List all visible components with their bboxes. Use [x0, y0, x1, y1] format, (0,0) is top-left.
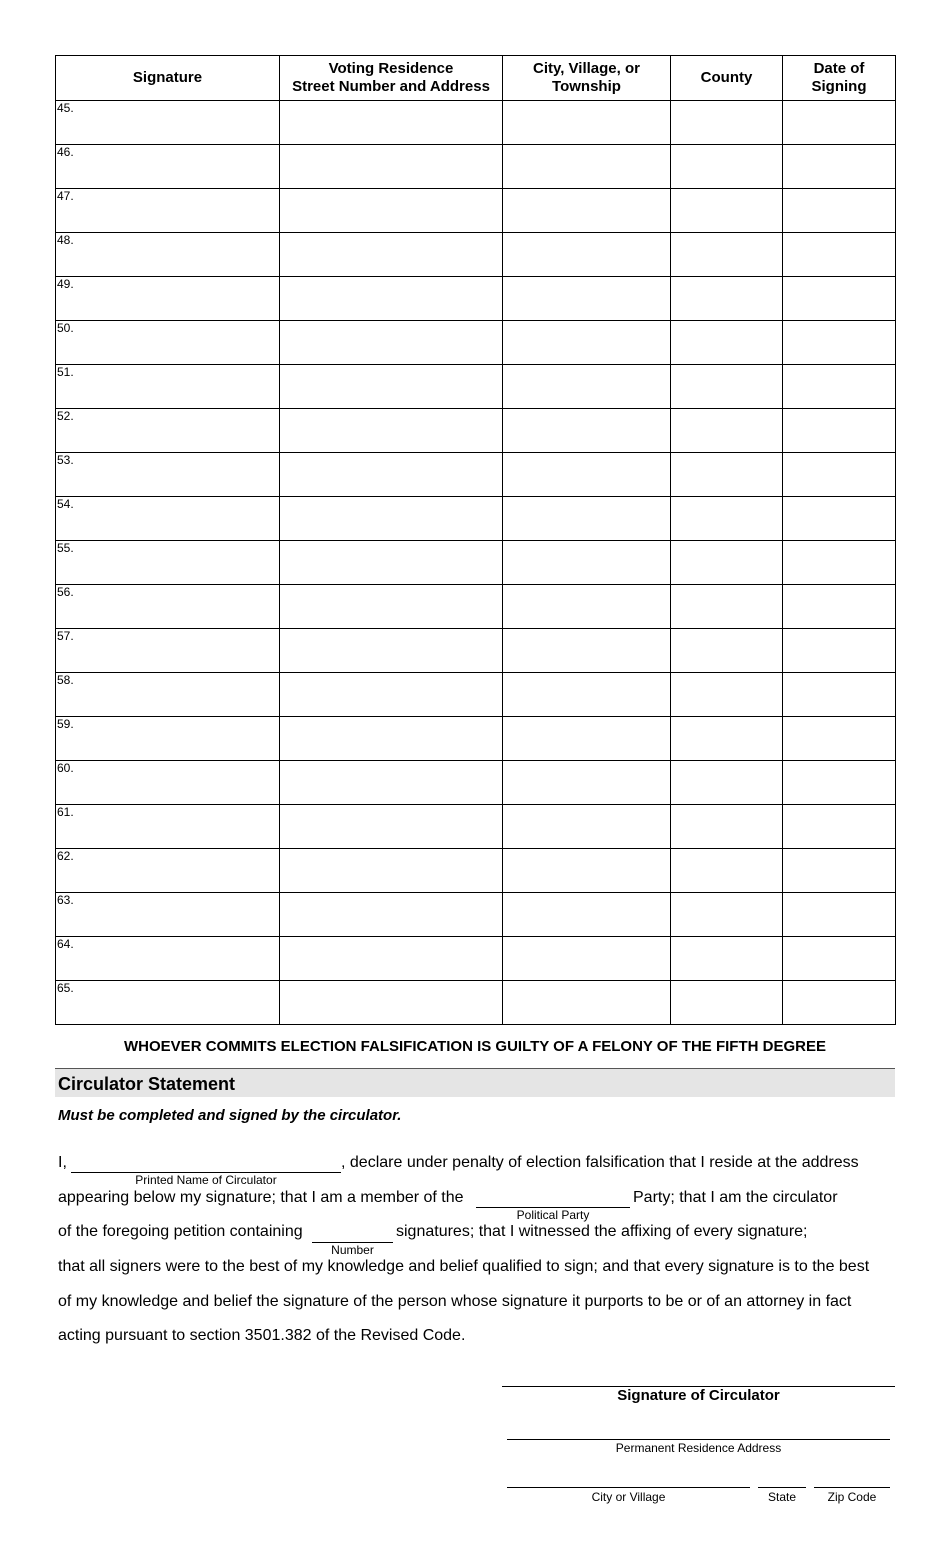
row-number: 62. — [57, 849, 74, 863]
row-number: 65. — [57, 981, 74, 995]
address-cell[interactable] — [280, 937, 503, 981]
row-number: 51. — [57, 365, 74, 379]
table-row — [56, 937, 896, 981]
date-cell[interactable] — [783, 453, 896, 497]
table-row — [56, 365, 896, 409]
table-row — [56, 497, 896, 541]
date-cell[interactable] — [783, 673, 896, 717]
row-number: 54. — [57, 497, 74, 511]
date-cell[interactable] — [783, 409, 896, 453]
county-cell[interactable] — [671, 145, 783, 189]
city-cell[interactable] — [503, 321, 671, 365]
statement-line-2-end: Party; that I am the circulator — [633, 1189, 838, 1206]
table-row — [56, 101, 896, 145]
signature-cell[interactable] — [56, 321, 280, 365]
table-row — [56, 233, 896, 277]
address-cell[interactable] — [280, 321, 503, 365]
date-cell[interactable] — [783, 541, 896, 585]
signature-rows — [56, 101, 896, 1025]
table-row — [56, 585, 896, 629]
table-row — [56, 893, 896, 937]
table-row — [56, 277, 896, 321]
address-cell[interactable] — [280, 497, 503, 541]
statement-line-3-end: signatures; that I witnessed the affixing of every signature; — [396, 1223, 808, 1240]
county-cell[interactable] — [671, 585, 783, 629]
county-cell[interactable] — [671, 761, 783, 805]
signature-cell[interactable] — [56, 629, 280, 673]
county-cell[interactable] — [671, 805, 783, 849]
city-cell[interactable] — [503, 409, 671, 453]
city-cell[interactable] — [503, 101, 671, 145]
table-row — [56, 629, 896, 673]
county-cell[interactable] — [671, 629, 783, 673]
printed-name-caption: Printed Name of Circulator — [135, 1173, 277, 1187]
statement-line-5: of my knowledge and belief the signature of the person whose signature it purports to be or of an attorney in fact — [58, 1293, 852, 1310]
city-cell[interactable] — [503, 981, 671, 1025]
address-cell[interactable] — [280, 189, 503, 233]
signature-cell[interactable] — [56, 233, 280, 277]
header-city: City, Village, or Township — [503, 56, 671, 101]
section-title: Circulator Statement — [58, 1074, 236, 1094]
county-cell[interactable] — [671, 673, 783, 717]
date-cell[interactable] — [783, 277, 896, 321]
statement-line-1-start: I, — [58, 1154, 67, 1171]
row-number: 60. — [57, 761, 74, 775]
county-cell[interactable] — [671, 277, 783, 321]
signature-cell[interactable] — [56, 981, 280, 1025]
signature-cell[interactable] — [56, 101, 280, 145]
table-row — [56, 189, 896, 233]
row-number: 53. — [57, 453, 74, 467]
date-cell[interactable] — [783, 189, 896, 233]
county-cell[interactable] — [671, 497, 783, 541]
row-number: 45. — [57, 101, 74, 115]
signature-table — [55, 55, 896, 1025]
county-cell[interactable] — [671, 541, 783, 585]
row-number: 59. — [57, 717, 74, 731]
zip-code-caption: Zip Code — [827, 1490, 877, 1504]
table-header-row — [56, 56, 896, 101]
county-cell[interactable] — [671, 189, 783, 233]
signature-cell[interactable] — [56, 673, 280, 717]
county-cell[interactable] — [671, 321, 783, 365]
signature-cell[interactable] — [56, 717, 280, 761]
address-cell[interactable] — [280, 629, 503, 673]
header-signature: Signature — [56, 56, 280, 101]
state-caption: State — [767, 1490, 797, 1504]
row-number: 50. — [57, 321, 74, 335]
table-row — [56, 409, 896, 453]
city-cell[interactable] — [503, 189, 671, 233]
address-cell[interactable] — [280, 893, 503, 937]
date-cell[interactable] — [783, 145, 896, 189]
signature-cell[interactable] — [56, 937, 280, 981]
city-cell[interactable] — [503, 585, 671, 629]
address-cell[interactable] — [280, 365, 503, 409]
zip-code-field[interactable] — [814, 1487, 890, 1488]
date-cell[interactable] — [783, 365, 896, 409]
table-row — [56, 981, 896, 1025]
header-county: County — [671, 56, 783, 101]
address-cell[interactable] — [280, 805, 503, 849]
city-cell[interactable] — [503, 277, 671, 321]
county-cell[interactable] — [671, 409, 783, 453]
table-row — [56, 849, 896, 893]
city-cell[interactable] — [503, 761, 671, 805]
row-number: 64. — [57, 937, 74, 951]
address-cell[interactable] — [280, 233, 503, 277]
city-cell[interactable] — [503, 541, 671, 585]
row-number: 49. — [57, 277, 74, 291]
signature-cell[interactable] — [56, 365, 280, 409]
date-cell[interactable] — [783, 761, 896, 805]
statement-line-2-start: appearing below my signature; that I am a member of the — [58, 1189, 464, 1206]
county-cell[interactable] — [671, 849, 783, 893]
city-cell[interactable] — [503, 365, 671, 409]
signature-count-caption: Number — [331, 1243, 374, 1257]
county-cell[interactable] — [671, 365, 783, 409]
row-number: 58. — [57, 673, 74, 687]
county-cell[interactable] — [671, 101, 783, 145]
signature-cell[interactable] — [56, 541, 280, 585]
table-row — [56, 541, 896, 585]
address-cell[interactable] — [280, 277, 503, 321]
row-number: 56. — [57, 585, 74, 599]
circulator-signature-label: Signature of Circulator — [617, 1387, 780, 1404]
city-cell[interactable] — [503, 497, 671, 541]
date-cell[interactable] — [783, 585, 896, 629]
signature-cell[interactable] — [56, 585, 280, 629]
address-cell[interactable] — [280, 673, 503, 717]
county-cell[interactable] — [671, 233, 783, 277]
city-cell[interactable] — [503, 849, 671, 893]
signature-cell[interactable] — [56, 409, 280, 453]
signature-cell[interactable] — [56, 761, 280, 805]
city-cell[interactable] — [503, 893, 671, 937]
table-row — [56, 761, 896, 805]
statement-line-4: that all signers were to the best of my knowledge and belief qualified to sign; and that every signature is to the best — [58, 1258, 870, 1275]
political-party-caption: Political Party — [516, 1208, 590, 1222]
date-cell[interactable] — [783, 937, 896, 981]
address-cell[interactable] — [280, 453, 503, 497]
city-cell[interactable] — [503, 805, 671, 849]
county-cell[interactable] — [671, 893, 783, 937]
address-cell[interactable] — [280, 717, 503, 761]
row-number: 47. — [57, 189, 74, 203]
date-cell[interactable] — [783, 629, 896, 673]
address-cell[interactable] — [280, 761, 503, 805]
signature-cell[interactable] — [56, 805, 280, 849]
city-cell[interactable] — [503, 629, 671, 673]
date-cell[interactable] — [783, 497, 896, 541]
county-cell[interactable] — [671, 717, 783, 761]
city-cell[interactable] — [503, 673, 671, 717]
statement-line-3-start: of the foregoing petition containing — [58, 1223, 303, 1240]
city-village-field[interactable] — [507, 1487, 750, 1488]
row-number: 55. — [57, 541, 74, 555]
signature-cell[interactable] — [56, 189, 280, 233]
signature-cell[interactable] — [56, 849, 280, 893]
residence-address-caption: Permanent Residence Address — [615, 1441, 782, 1455]
address-cell[interactable] — [280, 409, 503, 453]
table-row — [56, 673, 896, 717]
header-date: Date of Signing — [783, 56, 896, 101]
date-cell[interactable] — [783, 805, 896, 849]
signature-cell[interactable] — [56, 277, 280, 321]
address-cell[interactable] — [280, 585, 503, 629]
table-row — [56, 321, 896, 365]
city-cell[interactable] — [503, 453, 671, 497]
address-cell[interactable] — [280, 101, 503, 145]
date-cell[interactable] — [783, 717, 896, 761]
table-row — [56, 145, 896, 189]
statement-line-1-end: , declare under penalty of election falsification that I reside at the address — [341, 1154, 859, 1171]
header-voting-residence: Voting Residence Street Number and Address — [280, 56, 503, 101]
statement-line-6: acting pursuant to section 3501.382 of the Revised Code. — [58, 1327, 466, 1344]
circulator-section-header — [55, 1068, 895, 1097]
row-number: 52. — [57, 409, 74, 423]
row-number: 57. — [57, 629, 74, 643]
signature-cell[interactable] — [56, 497, 280, 541]
row-number: 48. — [57, 233, 74, 247]
state-field[interactable] — [758, 1487, 806, 1488]
county-cell[interactable] — [671, 937, 783, 981]
row-number: 61. — [57, 805, 74, 819]
city-village-caption: City or Village — [591, 1490, 666, 1504]
date-cell[interactable] — [783, 849, 896, 893]
city-cell[interactable] — [503, 717, 671, 761]
county-cell[interactable] — [671, 981, 783, 1025]
row-number: 46. — [57, 145, 74, 159]
date-cell[interactable] — [783, 893, 896, 937]
residence-address-field[interactable] — [507, 1439, 890, 1440]
city-cell[interactable] — [503, 145, 671, 189]
table-row — [56, 805, 896, 849]
table-row — [56, 717, 896, 761]
date-cell[interactable] — [783, 981, 896, 1025]
date-cell[interactable] — [783, 321, 896, 365]
row-number: 63. — [57, 893, 74, 907]
felony-warning: WHOEVER COMMITS ELECTION FALSIFICATION IS GUILTY OF A FELONY OF THE FIFTH DEGREE — [124, 1038, 826, 1055]
circulator-instruction: Must be completed and signed by the circulator. — [58, 1107, 402, 1124]
signature-cell[interactable] — [56, 453, 280, 497]
date-cell[interactable] — [783, 101, 896, 145]
signature-cell[interactable] — [56, 893, 280, 937]
address-cell[interactable] — [280, 541, 503, 585]
address-cell[interactable] — [280, 849, 503, 893]
address-cell[interactable] — [280, 981, 503, 1025]
signature-cell[interactable] — [56, 145, 280, 189]
address-cell[interactable] — [280, 145, 503, 189]
county-cell[interactable] — [671, 453, 783, 497]
city-cell[interactable] — [503, 937, 671, 981]
date-cell[interactable] — [783, 233, 896, 277]
table-row — [56, 453, 896, 497]
city-cell[interactable] — [503, 233, 671, 277]
